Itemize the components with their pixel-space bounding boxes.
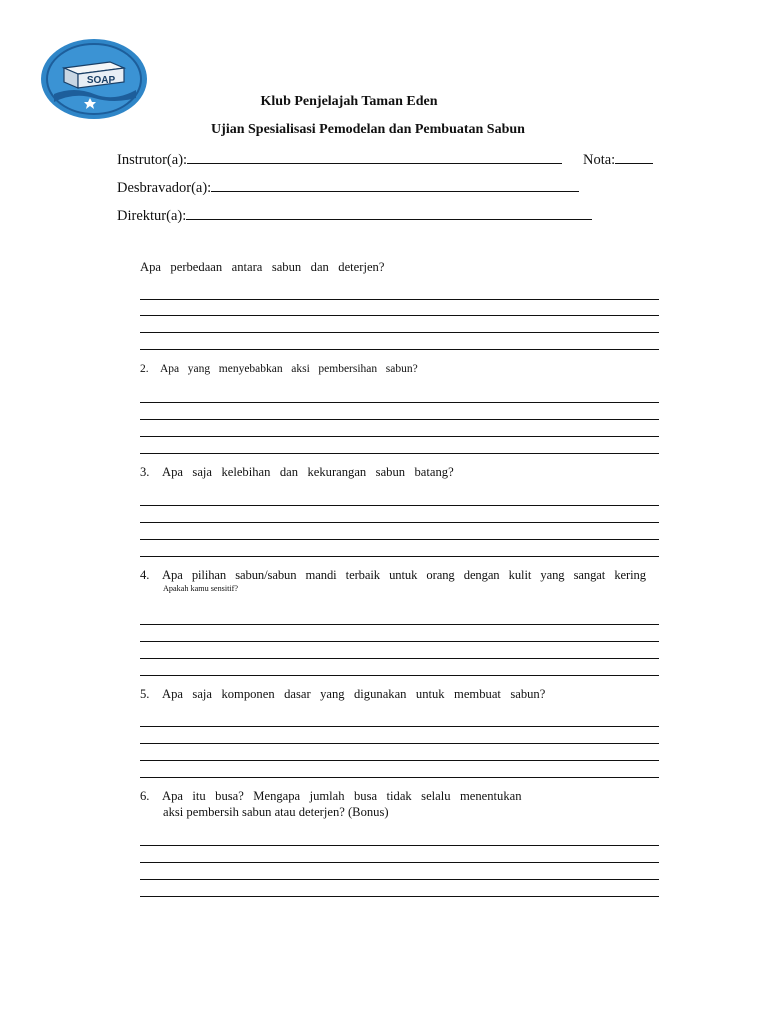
question-4-number: 4. [140, 568, 150, 582]
question-5-text: Apa saja komponen dasar yang digunakan untuk membuat sabun? [162, 687, 546, 701]
question-1-text: Apa perbedaan antara sabun dan deterjen? [140, 260, 385, 274]
question-2 [140, 363, 418, 375]
director-field-row [117, 205, 592, 225]
exam-title: Ujian Spesialisasi Pemodelan dan Pembuatan Sabun [211, 122, 525, 137]
soap-logo-text: SOAP [86, 75, 116, 86]
question-2-number: 2. [140, 363, 149, 375]
question-3-text: Apa saja kelebihan dan kekurangan sabun batang? [162, 465, 454, 479]
instructor-blank[interactable] [187, 149, 562, 164]
director-blank[interactable] [186, 205, 592, 220]
question-3-number: 3. [140, 465, 150, 479]
explorer-blank[interactable] [211, 177, 579, 192]
question-6-continuation: aksi pembersih sabun atau deterjen? (Bonus) [163, 805, 389, 819]
question-2-text: Apa yang menyebabkan aksi pembersihan sabun? [160, 363, 418, 375]
explorer-field-row [117, 177, 579, 197]
question-5 [140, 687, 545, 702]
question-4 [140, 568, 646, 583]
club-name: Klub Penjelajah Taman Eden [260, 94, 438, 109]
question-1 [140, 260, 384, 275]
grade-label: Nota: [583, 152, 616, 168]
question-4-text: Apa pilihan sabun/sabun mandi terbaik untuk orang dengan kulit yang sangat kering [162, 568, 646, 582]
grade-blank[interactable] [615, 149, 653, 164]
question-6 [140, 789, 522, 804]
explorer-label: Desbravador(a): [117, 180, 212, 196]
question-4-note: Apakah kamu sensitif? [163, 584, 239, 593]
grade-field-row [583, 149, 653, 169]
director-label: Direktur(a): [117, 208, 187, 224]
question-6-text: Apa itu busa? Mengapa jumlah busa tidak selalu menentukan [162, 789, 522, 803]
instructor-label: Instrutor(a): [117, 152, 188, 168]
question-3 [140, 465, 454, 480]
instructor-field-row [117, 149, 562, 169]
question-5-number: 5. [140, 687, 150, 701]
question-6-number: 6. [140, 789, 150, 803]
